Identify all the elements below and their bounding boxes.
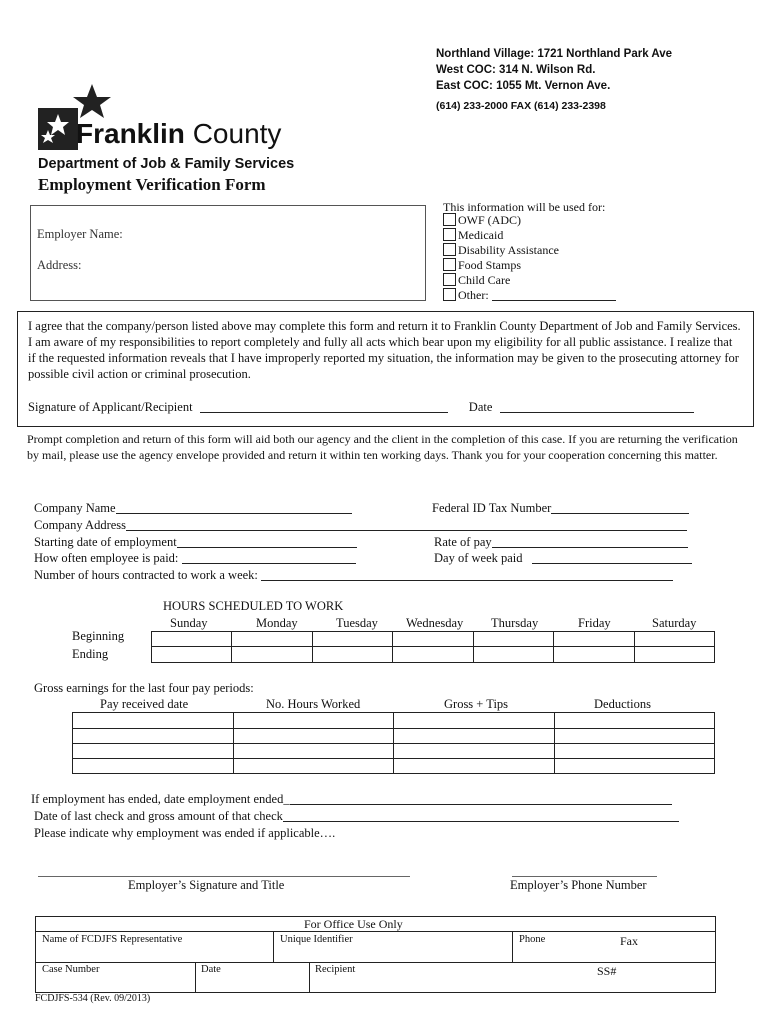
- agreement-box: [17, 311, 754, 427]
- hours-row-beginning: [152, 632, 715, 647]
- company-address-field: [34, 518, 687, 533]
- earnings-cell[interactable]: [73, 713, 234, 729]
- company-address-line[interactable]: [126, 518, 687, 531]
- earnings-cell[interactable]: [554, 759, 715, 774]
- hours-cell[interactable]: [152, 647, 232, 663]
- start-date-line[interactable]: [177, 535, 357, 548]
- earnings-cell[interactable]: [73, 744, 234, 759]
- earnings-heading: Gross earnings for the last four pay periods:: [34, 681, 254, 695]
- ss-label: SS#: [597, 964, 617, 978]
- prompt-paragraph: Prompt completion and return of this form will aid both our agency and the client in the completion of this case. If you are returning the verification by mail, please use the agency envelope provided and return it within ten working days. Thank you for your cooperation concerning this matter.: [27, 432, 738, 462]
- fax-label: Fax: [620, 934, 638, 948]
- logo-light: County: [184, 118, 282, 149]
- earnings-cell[interactable]: [394, 744, 555, 759]
- date-label: Date: [468, 400, 493, 414]
- employer-signature-label: Employer’s Signature and Title: [128, 878, 285, 892]
- applicant-signature-row: [28, 400, 694, 415]
- checkbox-food-stamps[interactable]: [443, 258, 456, 271]
- employer-address-label: Address:: [37, 258, 82, 272]
- checkbox-owf[interactable]: [443, 213, 456, 226]
- checkbox-disability[interactable]: [443, 243, 456, 256]
- earnings-cell[interactable]: [233, 759, 394, 774]
- rate-of-pay-line[interactable]: [492, 535, 688, 548]
- column-header: Deductions: [594, 697, 651, 711]
- employer-box[interactable]: [30, 205, 426, 301]
- case-number-label: Case Number: [42, 964, 100, 975]
- address-line: East COC: 1055 Mt. Vernon Ave.: [436, 80, 611, 92]
- option-label: Medicaid: [458, 228, 504, 242]
- hours-cell[interactable]: [312, 632, 392, 647]
- company-address-label: Company Address: [34, 518, 127, 532]
- hours-cell[interactable]: [232, 632, 312, 647]
- form-title: Employment Verification Form: [38, 175, 266, 194]
- hours-table: [151, 631, 715, 663]
- phone-fax: (614) 233-2000 FAX (614) 233-2398: [436, 100, 606, 112]
- day-header: Tuesday: [336, 616, 378, 630]
- employer-phone-label: Employer’s Phone Number: [510, 878, 647, 892]
- day-header: Monday: [256, 616, 298, 630]
- day-header: Friday: [578, 616, 611, 630]
- date-ended-field: [31, 792, 672, 807]
- hours-row-ending: [152, 647, 715, 663]
- table-row: [73, 713, 715, 729]
- office-addresses: [436, 46, 672, 114]
- applicant-date-line[interactable]: [500, 400, 694, 413]
- agreement-text: I agree that the company/person listed above may complete this form and return it to Franklin County Department of Job and Family Services. I am aware of my responsibilities to report completely and fully all acts which bear upon my eligibility for all public assistance. I realize that if the requested information reveals that I have improperly reported my situation, the information may be given to the prosecuting attorney for possible civil action or criminal prosecution.: [28, 319, 741, 381]
- use-for-item: [443, 273, 616, 288]
- earnings-table: [72, 712, 715, 774]
- address-line: West COC: 314 N. Wilson Rd.: [436, 64, 596, 76]
- option-label: Child Care: [458, 273, 511, 287]
- how-often-label: How often employee is paid:: [34, 551, 179, 565]
- company-name-field: [34, 501, 352, 516]
- earnings-cell[interactable]: [233, 713, 394, 729]
- logo-bold: Franklin: [76, 118, 185, 149]
- day-header: Wednesday: [406, 616, 464, 630]
- hours-cell[interactable]: [312, 647, 392, 663]
- use-for-item: [443, 288, 616, 303]
- last-check-label: Date of last check and gross amount of that check: [34, 809, 283, 823]
- use-for-item: [443, 213, 616, 228]
- hours-contracted-line[interactable]: [261, 568, 673, 581]
- federal-id-line[interactable]: [551, 501, 689, 514]
- federal-id-field: [432, 501, 689, 516]
- divider: [195, 962, 196, 992]
- logo-wordmark: [76, 118, 281, 150]
- unique-id-label: Unique Identifier: [280, 934, 353, 945]
- column-header: Gross + Tips: [444, 697, 509, 711]
- earnings-cell[interactable]: [233, 744, 394, 759]
- divider: [36, 931, 715, 932]
- table-row: [73, 759, 715, 774]
- day-header: Saturday: [652, 616, 697, 630]
- federal-id-label: Federal ID Tax Number: [432, 501, 552, 515]
- rate-of-pay-label: Rate of pay: [434, 535, 492, 549]
- earnings-cell[interactable]: [394, 759, 555, 774]
- earnings-cell[interactable]: [73, 729, 234, 744]
- date-label: Date: [201, 964, 221, 975]
- day-of-week-field: [434, 551, 692, 566]
- date-ended-label: If employment has ended, date employment ended_: [31, 792, 290, 806]
- row-label-ending: Ending: [72, 647, 109, 661]
- company-name-label: Company Name: [34, 501, 116, 515]
- rep-label: Name of FCDJFS Representative: [42, 934, 183, 945]
- recipient-label: Recipient: [315, 964, 356, 975]
- earnings-cell[interactable]: [554, 729, 715, 744]
- day-of-week-label: Day of week paid: [434, 551, 523, 565]
- use-for-item: [443, 228, 616, 243]
- hours-heading: HOURS SCHEDULED TO WORK: [163, 599, 344, 613]
- start-date-label: Starting date of employment: [34, 535, 177, 549]
- company-name-line[interactable]: [116, 501, 352, 514]
- employer-signature-line[interactable]: [38, 876, 410, 877]
- use-for-item: [443, 243, 616, 258]
- hours-contracted-field: [34, 568, 673, 583]
- applicant-signature-line[interactable]: [200, 400, 448, 413]
- day-of-week-line[interactable]: [532, 551, 692, 564]
- earnings-cell[interactable]: [554, 713, 715, 729]
- option-label: Other:: [458, 288, 489, 302]
- employer-phone-line[interactable]: [512, 876, 657, 877]
- office-use-box: [35, 916, 716, 993]
- department-name: Department of Job & Family Services: [38, 156, 295, 172]
- checkbox-medicaid[interactable]: [443, 228, 456, 241]
- hours-cell[interactable]: [473, 632, 553, 647]
- divider: [273, 931, 274, 962]
- how-often-line[interactable]: [182, 551, 356, 564]
- use-for-item: [443, 258, 616, 273]
- hours-cell[interactable]: [634, 647, 714, 663]
- use-for-heading: This information will be used for:: [443, 200, 606, 214]
- date-ended-line[interactable]: [290, 792, 672, 805]
- row-label-beginning: Beginning: [72, 629, 125, 643]
- earnings-cell[interactable]: [554, 744, 715, 759]
- hours-contracted-label: Number of hours contracted to work a week:: [34, 568, 258, 582]
- phone-label: Phone: [519, 934, 546, 945]
- form-number: FCDJFS-534 (Rev. 09/2013): [35, 993, 151, 1004]
- address-line: Northland Village: 1721 Northland Park Ave: [436, 48, 673, 60]
- table-row: [73, 744, 715, 759]
- table-row: [73, 729, 715, 744]
- option-label: Food Stamps: [458, 258, 522, 272]
- signature-label: Signature of Applicant/Recipient: [28, 400, 193, 414]
- hours-cell[interactable]: [473, 647, 553, 663]
- reason-ended: Please indicate why employment was ended if applicable….: [34, 826, 336, 840]
- last-check-field: [34, 809, 679, 824]
- hours-cell[interactable]: [634, 632, 714, 647]
- column-header: Pay received date: [100, 697, 189, 711]
- hours-cell[interactable]: [554, 647, 634, 663]
- hours-cell[interactable]: [393, 632, 473, 647]
- divider: [309, 962, 310, 992]
- earnings-cell[interactable]: [73, 759, 234, 774]
- earnings-cell[interactable]: [394, 713, 555, 729]
- how-often-field: [34, 551, 356, 566]
- start-date-field: [34, 535, 357, 550]
- office-use-heading: For Office Use Only: [304, 917, 403, 931]
- employer-name-label: Employer Name:: [37, 227, 123, 241]
- hours-cell[interactable]: [152, 632, 232, 647]
- last-check-line[interactable]: [283, 809, 679, 822]
- rate-of-pay-field: [434, 535, 688, 550]
- option-label: OWF (ADC): [458, 213, 521, 227]
- divider: [512, 931, 513, 962]
- use-for-list: [443, 213, 616, 303]
- column-header: No. Hours Worked: [266, 697, 361, 711]
- earnings-cell[interactable]: [394, 729, 555, 744]
- earnings-cell[interactable]: [233, 729, 394, 744]
- option-label: Disability Assistance: [458, 243, 559, 257]
- other-input-line[interactable]: [492, 288, 616, 301]
- day-header: Sunday: [170, 616, 208, 630]
- day-header: Thursday: [491, 616, 539, 630]
- checkbox-other[interactable]: [443, 288, 456, 301]
- checkbox-child-care[interactable]: [443, 273, 456, 286]
- hours-cell[interactable]: [232, 647, 312, 663]
- hours-cell[interactable]: [393, 647, 473, 663]
- divider: [36, 962, 715, 963]
- hours-cell[interactable]: [554, 632, 634, 647]
